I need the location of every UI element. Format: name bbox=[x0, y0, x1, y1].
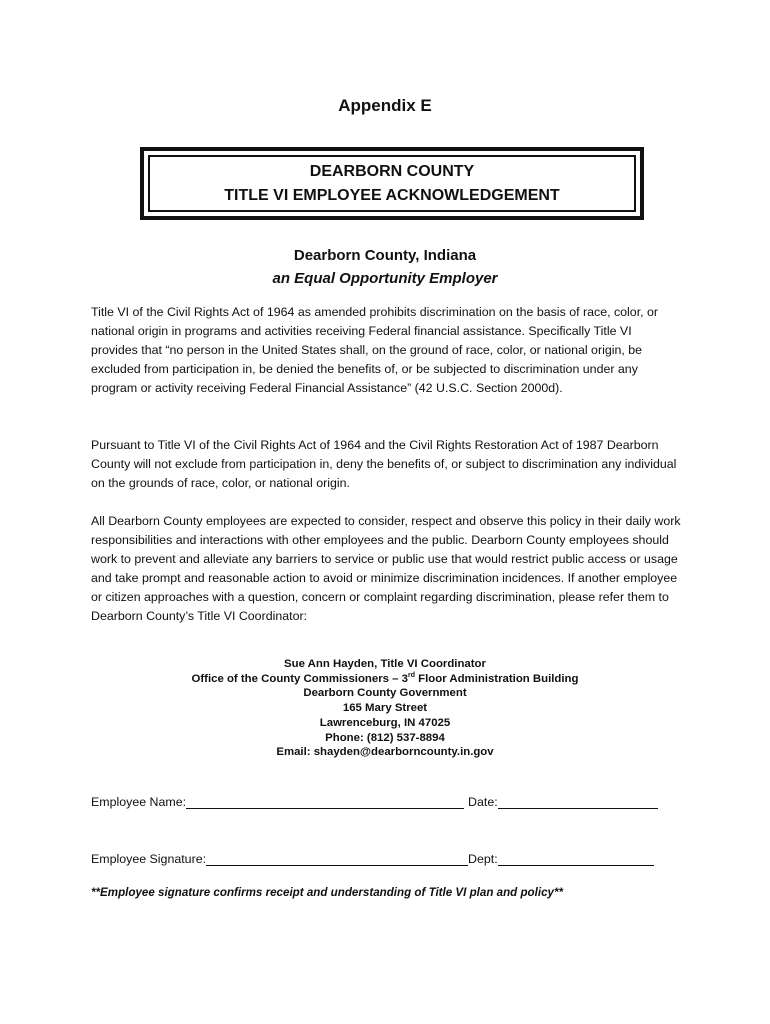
employee-name-row bbox=[91, 794, 658, 809]
title-box-inner bbox=[148, 155, 636, 212]
employee-signature-label: Employee Signature: bbox=[91, 852, 207, 866]
date-field[interactable] bbox=[498, 794, 658, 809]
coordinator-email: Email: shayden@dearborncounty.in.gov bbox=[276, 746, 494, 759]
date-label: Date: bbox=[468, 795, 498, 809]
coordinator-office bbox=[0, 672, 770, 687]
employee-signature-field[interactable] bbox=[206, 851, 468, 866]
coordinator-street: 165 Mary Street bbox=[342, 702, 428, 715]
county-subtitle: Dearborn County, Indiana bbox=[293, 247, 477, 264]
paragraph-pursuant: Pursuant to Title VI of the Civil Rights Act of 1964 and the Civil Rights Restoration Act of 1987 Dearborn County will not exclude from participation in, deny the benefits of, or subject to discrimination any individual on the grounds of race, color, or national origin. bbox=[91, 438, 677, 490]
coordinator-organization: Dearborn County Government bbox=[303, 687, 467, 700]
title-line-county: DEARBORN COUNTY bbox=[309, 162, 475, 180]
paragraph-employees: All Dearborn County employees are expected to consider, respect and observe this policy in their daily work responsibilities and interactions with other employees and the public. Dearborn County employees should work to prevent and alleviate any barriers to service or public use that would restrict public access or usage and take prompt and reasonable action to avoid or minimize discrimination incidences. If another employee or citizen approaches with a question, concern or complaint regarding discrimination, please refer them to Dearborn County’s Title VI Coordinator: bbox=[91, 514, 681, 623]
employee-name-field[interactable] bbox=[186, 794, 464, 809]
employee-signature-row bbox=[91, 851, 654, 866]
eoe-subtitle: an Equal Opportunity Employer bbox=[272, 270, 498, 287]
coordinator-phone: Phone: (812) 537-8894 bbox=[325, 731, 445, 744]
office-text-pre: Office of the County Commissioners – 3 bbox=[191, 672, 408, 685]
signature-note: **Employee signature confirms receipt and understanding of Title VI plan and policy** bbox=[91, 886, 564, 899]
office-text-post: Floor Administration Building bbox=[415, 672, 579, 685]
coordinator-contact-block bbox=[0, 657, 770, 760]
coordinator-name: Sue Ann Hayden, Title VI Coordinator bbox=[284, 658, 486, 670]
coordinator-city: Lawrenceburg, IN 47025 bbox=[319, 716, 451, 729]
title-box bbox=[140, 147, 644, 220]
paragraph-title-vi: Title VI of the Civil Rights Act of 1964 as amended prohibits discrimination on the basis of race, color, or national origin in programs and activities receiving Federal financial assistance. Specifically Title VI provides that “no person in the United States shall, on the ground of race, color, or national origin, be excluded from participation in, be denied the benefits of, or be subjected to discrimination under any program or activity receiving Federal Financial Assistance” (42 U.S.C. Section 2000d). bbox=[91, 305, 659, 395]
title-line-acknowledgement: TITLE VI EMPLOYEE ACKNOWLEDGEMENT bbox=[224, 186, 560, 204]
employee-name-label: Employee Name: bbox=[91, 795, 187, 809]
office-superscript: rd bbox=[408, 671, 415, 679]
appendix-heading: Appendix E bbox=[338, 96, 432, 115]
dept-field[interactable] bbox=[498, 851, 654, 866]
dept-label: Dept: bbox=[468, 852, 498, 866]
